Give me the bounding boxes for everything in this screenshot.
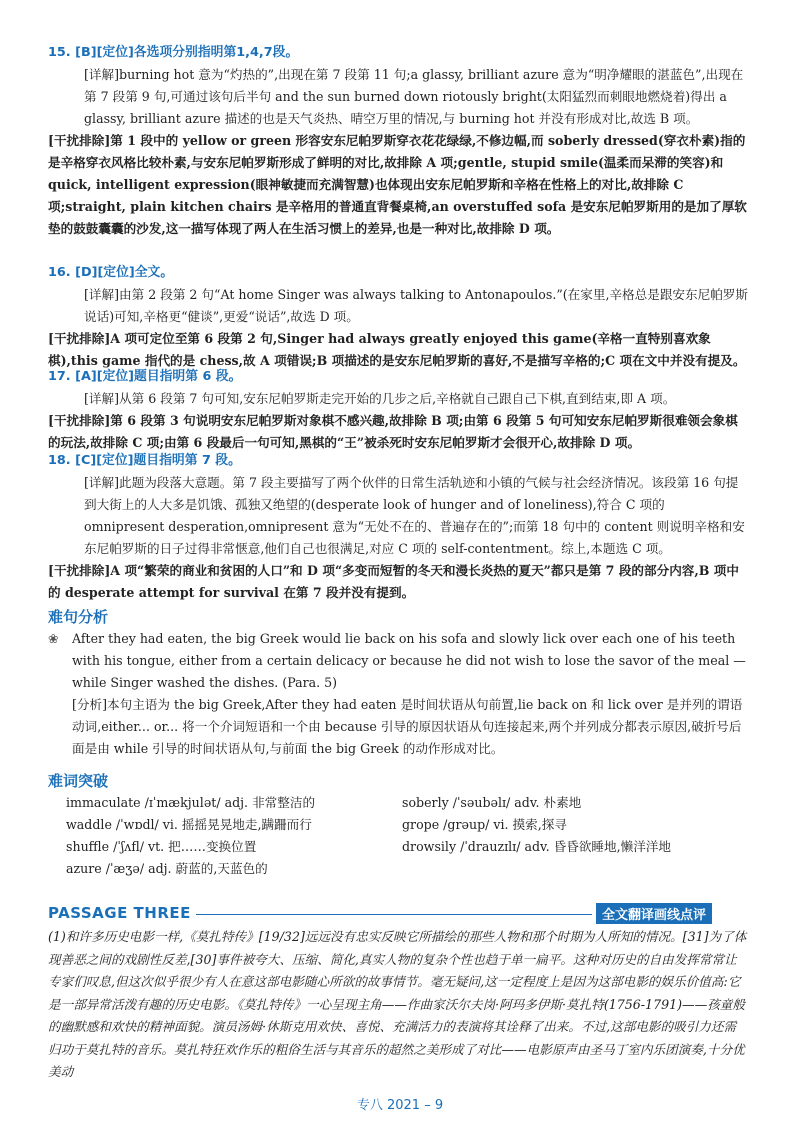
q15-detail: [详解]burning hot 意为“灼热的”,出现在第 7 段第 11 句;a glassy, brilliant azure 意为“明净耀眼的湛蓝色”,出现在第 7 段第 9 句,可通过该句后半句 and the sun burned down riotously bright(太阳猛烈而刺眼地燃烧着)得出 a glassy, brilliant azure 描述的也是天气炎热、晴空万里的情况,与 burning hot 并没有形成对比,故选 B 项。	[84, 67, 744, 126]
vocab-item: shuffle /ˈʃʌfl/ vt. 把……变换位置	[66, 839, 257, 854]
q16-detail: [详解]由第 2 段第 2 句“At home Singer was always talking to Antonapoulos.”(在家里,辛格总是跟安东尼帕罗斯说话)可知,辛格更“健谈”,更爱“说话”,故选 D 项。	[84, 287, 748, 324]
q18-exclude: [干扰排除]A 项“繁荣的商业和贫困的人口”和 D 项“多变而短暂的冬天和漫长炎热的夏天”都只是第 7 段的部分内容,B 项中的 desperate attempt for survival 在第 7 段并没有提到。	[48, 563, 739, 600]
q16-exclude: [干扰排除]A 项可定位至第 6 段第 2 句,Singer had always greatly enjoyed this game(辛格一直特别喜欢象棋),this game 指代的是 chess,故 A 项错误;B 项描述的是安东尼帕罗斯的喜好,不是描写辛格的;C 项在文中并没有提及。	[48, 331, 746, 368]
vocab-item: immaculate /ɪˈmækjulət/ adj. 非常整洁的	[66, 795, 316, 810]
passage-tag: 全文翻译画线点评	[596, 903, 712, 924]
q18-detail: [详解]此题为段落大意题。第 7 段主要描写了两个伙伴的日常生活轨迹和小镇的气候与社会经济情况。该段第 16 句提到大街上的人大多是饥饿、孤独又绝望的(desperate look of hunger and of loneliness),符合 C 项的 omnipresent desperation,omnipresent 意为“无处不在的、普遍存在的”;而第 18 句中的 content 则说明辛格和安东尼帕罗斯的日子过得非常惬意,他们自己也很满足,对应 C 项的 self-contentment。综上,本题选 C 项。	[84, 475, 745, 556]
q15-block	[48, 42, 748, 240]
vocab-item: drowsily /ˈdrauzɪlɪ/ adv. 昏昏欲睡地,懒洋洋地	[402, 839, 671, 854]
vocab-item: soberly /ˈsəubəlɪ/ adv. 朴素地	[402, 795, 582, 810]
vocab-item: azure /ˈæʒə/ adj. 蔚蓝的,天蓝色的	[66, 861, 268, 876]
q17-block	[48, 366, 748, 454]
q16-block	[48, 262, 748, 372]
q15-exclude: [干扰排除]第 1 段中的 yellow or green 形容安东尼帕罗斯穿衣花花绿绿,不修边幅,而 soberly dressed(穿衣朴素)指的是辛格穿衣风格比较朴素,与安东尼帕罗斯形成了鲜明的对比,故排除 A 项;gentle, stupid smile(温柔而呆滞的笑容)和 quick, intelligent expression(眼神敏捷而充满智慧)也体现出安东尼帕罗斯和辛格在性格上的对比,故排除 C 项;straight, plain kitchen chairs 是辛格用的普通直背餐桌椅,an overstuffed sofa 是安东尼帕罗斯用的是加了厚软垫的鼓鼓囊囊的沙发,这一描写体现了两人在生活习惯上的差异,也是一种对比,故排除 D 项。	[48, 133, 747, 236]
vocab-left-list	[66, 792, 426, 880]
q17-heading: 17. [A][定位]题目指明第 6 段。	[48, 369, 242, 384]
vocab-right-list	[402, 792, 762, 858]
vocab-item: grope /grəup/ vi. 摸索,探寻	[402, 817, 567, 832]
hard-sentence-text: After they had eaten, the big Greek would lie back on his sofa and slowly lick over each one of his teeth with his tongue, either from a certain delicacy or because he did not wish to lose the savor of the meal — while Singer washed the dishes. (Para. 5)	[72, 631, 746, 690]
hard-sentence-title: 难句分析	[48, 608, 109, 626]
q18-block	[48, 450, 748, 604]
passage-translation: (1)和许多历史电影一样,《莫扎特传》[19/32]远远没有忠实反映它所描绘的那些人物和那个时期为人所知的情况。[31]为了体现善恶之间的戏剧性反差,[30]事件被夸大、压缩、简化,真实人物的复杂个性也趋于单一扁平。这种对历史的自由发挥常常让专家们叹息,但这次似乎很少有人在意这部电影随心所欲的故事情节。毫无疑问,这一定程度上是因为这部电影的娱乐价值高:它是一部异常活泼有趣的历史电影。《莫扎特传》一心呈现主角——作曲家沃尔夫岗·阿玛多伊斯·莫扎特(1756-1791)——孩童般的幽默感和欢快的精神面貌。演员汤姆·休斯克用欢快、喜悦、充满活力的表演将其诠释了出来。不过,这部电影的吸引力还需归功于莫扎特的音乐。莫扎特狂欢作乐的粗俗生活与其音乐的超然之美形成了对比——电影原声由圣马丁室内乐团演奏,十分优美动	[48, 929, 747, 1079]
q15-heading: 15. [B][定位]各选项分别指明第1,4,7段。	[48, 45, 299, 60]
passage-divider	[196, 914, 592, 915]
q17-detail: [详解]从第 6 段第 7 句可知,安东尼帕罗斯走完开始的几步之后,辛格就自己跟自己下棋,直到结束,即 A 项。	[84, 391, 676, 406]
q17-exclude: [干扰排除]第 6 段第 3 句说明安东尼帕罗斯对象棋不感兴趣,故排除 B 项;由第 6 段第 5 句可知安东尼帕罗斯很难领会象棋的玩法,故排除 C 项;由第 6 段最后一句可知,黑棋的“王”被杀死时安东尼帕罗斯才会很开心,故排除 D 项。	[48, 413, 738, 450]
page-footer: 专八 2021 – 9	[356, 1098, 444, 1113]
passage-title: PASSAGE THREE	[48, 904, 191, 922]
vocab-title: 难词突破	[48, 772, 109, 790]
hard-sentence-block	[48, 628, 748, 760]
hard-sentence-analysis: [分析]本句主语为 the big Greek,After they had eaten 是时间状语从句前置,lie back on 和 lick over 是并列的谓语动词,either... or... 将一个介词短语和一个由 because 引导的原因状语从句连接起来,两个并列成分都表示原因,破折号后面是由 while 引导的时间状语从句,与前面 the big Greek 的动作形成对比。	[72, 697, 743, 756]
flower-bullet-icon: ❀	[48, 631, 59, 646]
q16-heading: 16. [D][定位]全文。	[48, 265, 174, 280]
vocab-item: waddle /ˈwɒdl/ vi. 摇摇晃晃地走,蹒跚而行	[66, 817, 312, 832]
q18-heading: 18. [C][定位]题目指明第 7 段。	[48, 453, 241, 468]
